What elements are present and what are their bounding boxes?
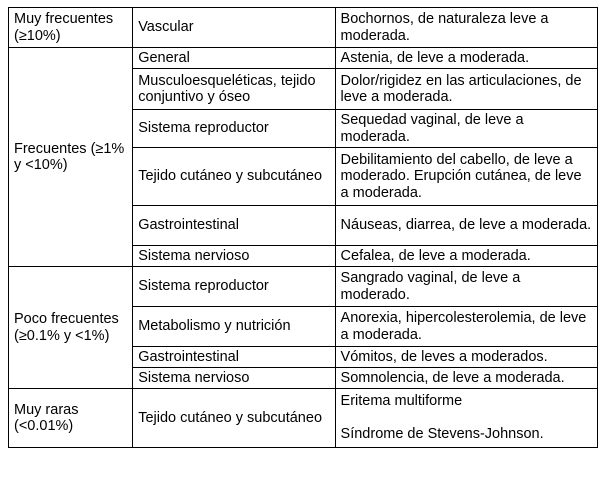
effect-cell: Vómitos, de leves a moderados.: [335, 347, 597, 368]
effect-cell: [335, 389, 597, 448]
system-cell: Sistema reproductor: [133, 110, 335, 148]
system-cell: Tejido cutáneo y subcutáneo: [133, 148, 335, 206]
effect-cell: Anorexia, hipercolesterolemia, de leve a moderada.: [335, 307, 597, 347]
effect-line: Eritema multiforme: [340, 393, 463, 410]
effect-cell: Náuseas, diarrea, de leve a moderada.: [335, 206, 597, 246]
frequency-cell: Frecuentes (≥1% y <10%): [9, 48, 133, 267]
adverse-effects-table: [8, 7, 598, 448]
system-cell: Gastrointestinal: [133, 347, 335, 368]
effect-cell: Cefalea, de leve a moderada.: [335, 246, 597, 267]
system-cell: Tejido cutáneo y subcutáneo: [133, 389, 335, 448]
table-row: [9, 8, 598, 48]
effect-cell: Bochornos, de naturaleza leve a moderada.: [335, 8, 597, 48]
system-cell: Vascular: [133, 8, 335, 48]
effect-cell: Debilitamiento del cabello, de leve a moderado. Erupción cutánea, de leve a moderada.: [335, 148, 597, 206]
spacer: [341, 410, 593, 427]
system-cell: Metabolismo y nutrición: [133, 307, 335, 347]
system-cell: Sistema nervioso: [133, 368, 335, 389]
table-row: [9, 267, 598, 307]
effect-line: Síndrome de Stevens-Johnson.: [340, 426, 544, 443]
effect-cell: Sangrado vaginal, de leve a moderado.: [335, 267, 597, 307]
table-row: [9, 48, 598, 69]
table-row: [9, 389, 598, 448]
system-cell: Gastrointestinal: [133, 206, 335, 246]
effect-cell: Astenia, de leve a moderada.: [335, 48, 597, 69]
system-cell: Sistema nervioso: [133, 246, 335, 267]
frequency-cell: Muy raras (<0.01%): [9, 389, 133, 448]
system-cell: Sistema reproductor: [133, 267, 335, 307]
effect-cell: Sequedad vaginal, de leve a moderada.: [335, 110, 597, 148]
system-cell: Musculoesqueléticas, tejido conjuntivo y óseo: [133, 69, 335, 110]
effect-cell: Dolor/rigidez en las articulaciones, de leve a moderada.: [335, 69, 597, 110]
frequency-cell: Muy frecuentes (≥10%): [9, 8, 133, 48]
system-cell: General: [133, 48, 335, 69]
effect-cell: Somnolencia, de leve a moderada.: [335, 368, 597, 389]
frequency-cell: Poco frecuentes (≥0.1% y <1%): [9, 267, 133, 389]
